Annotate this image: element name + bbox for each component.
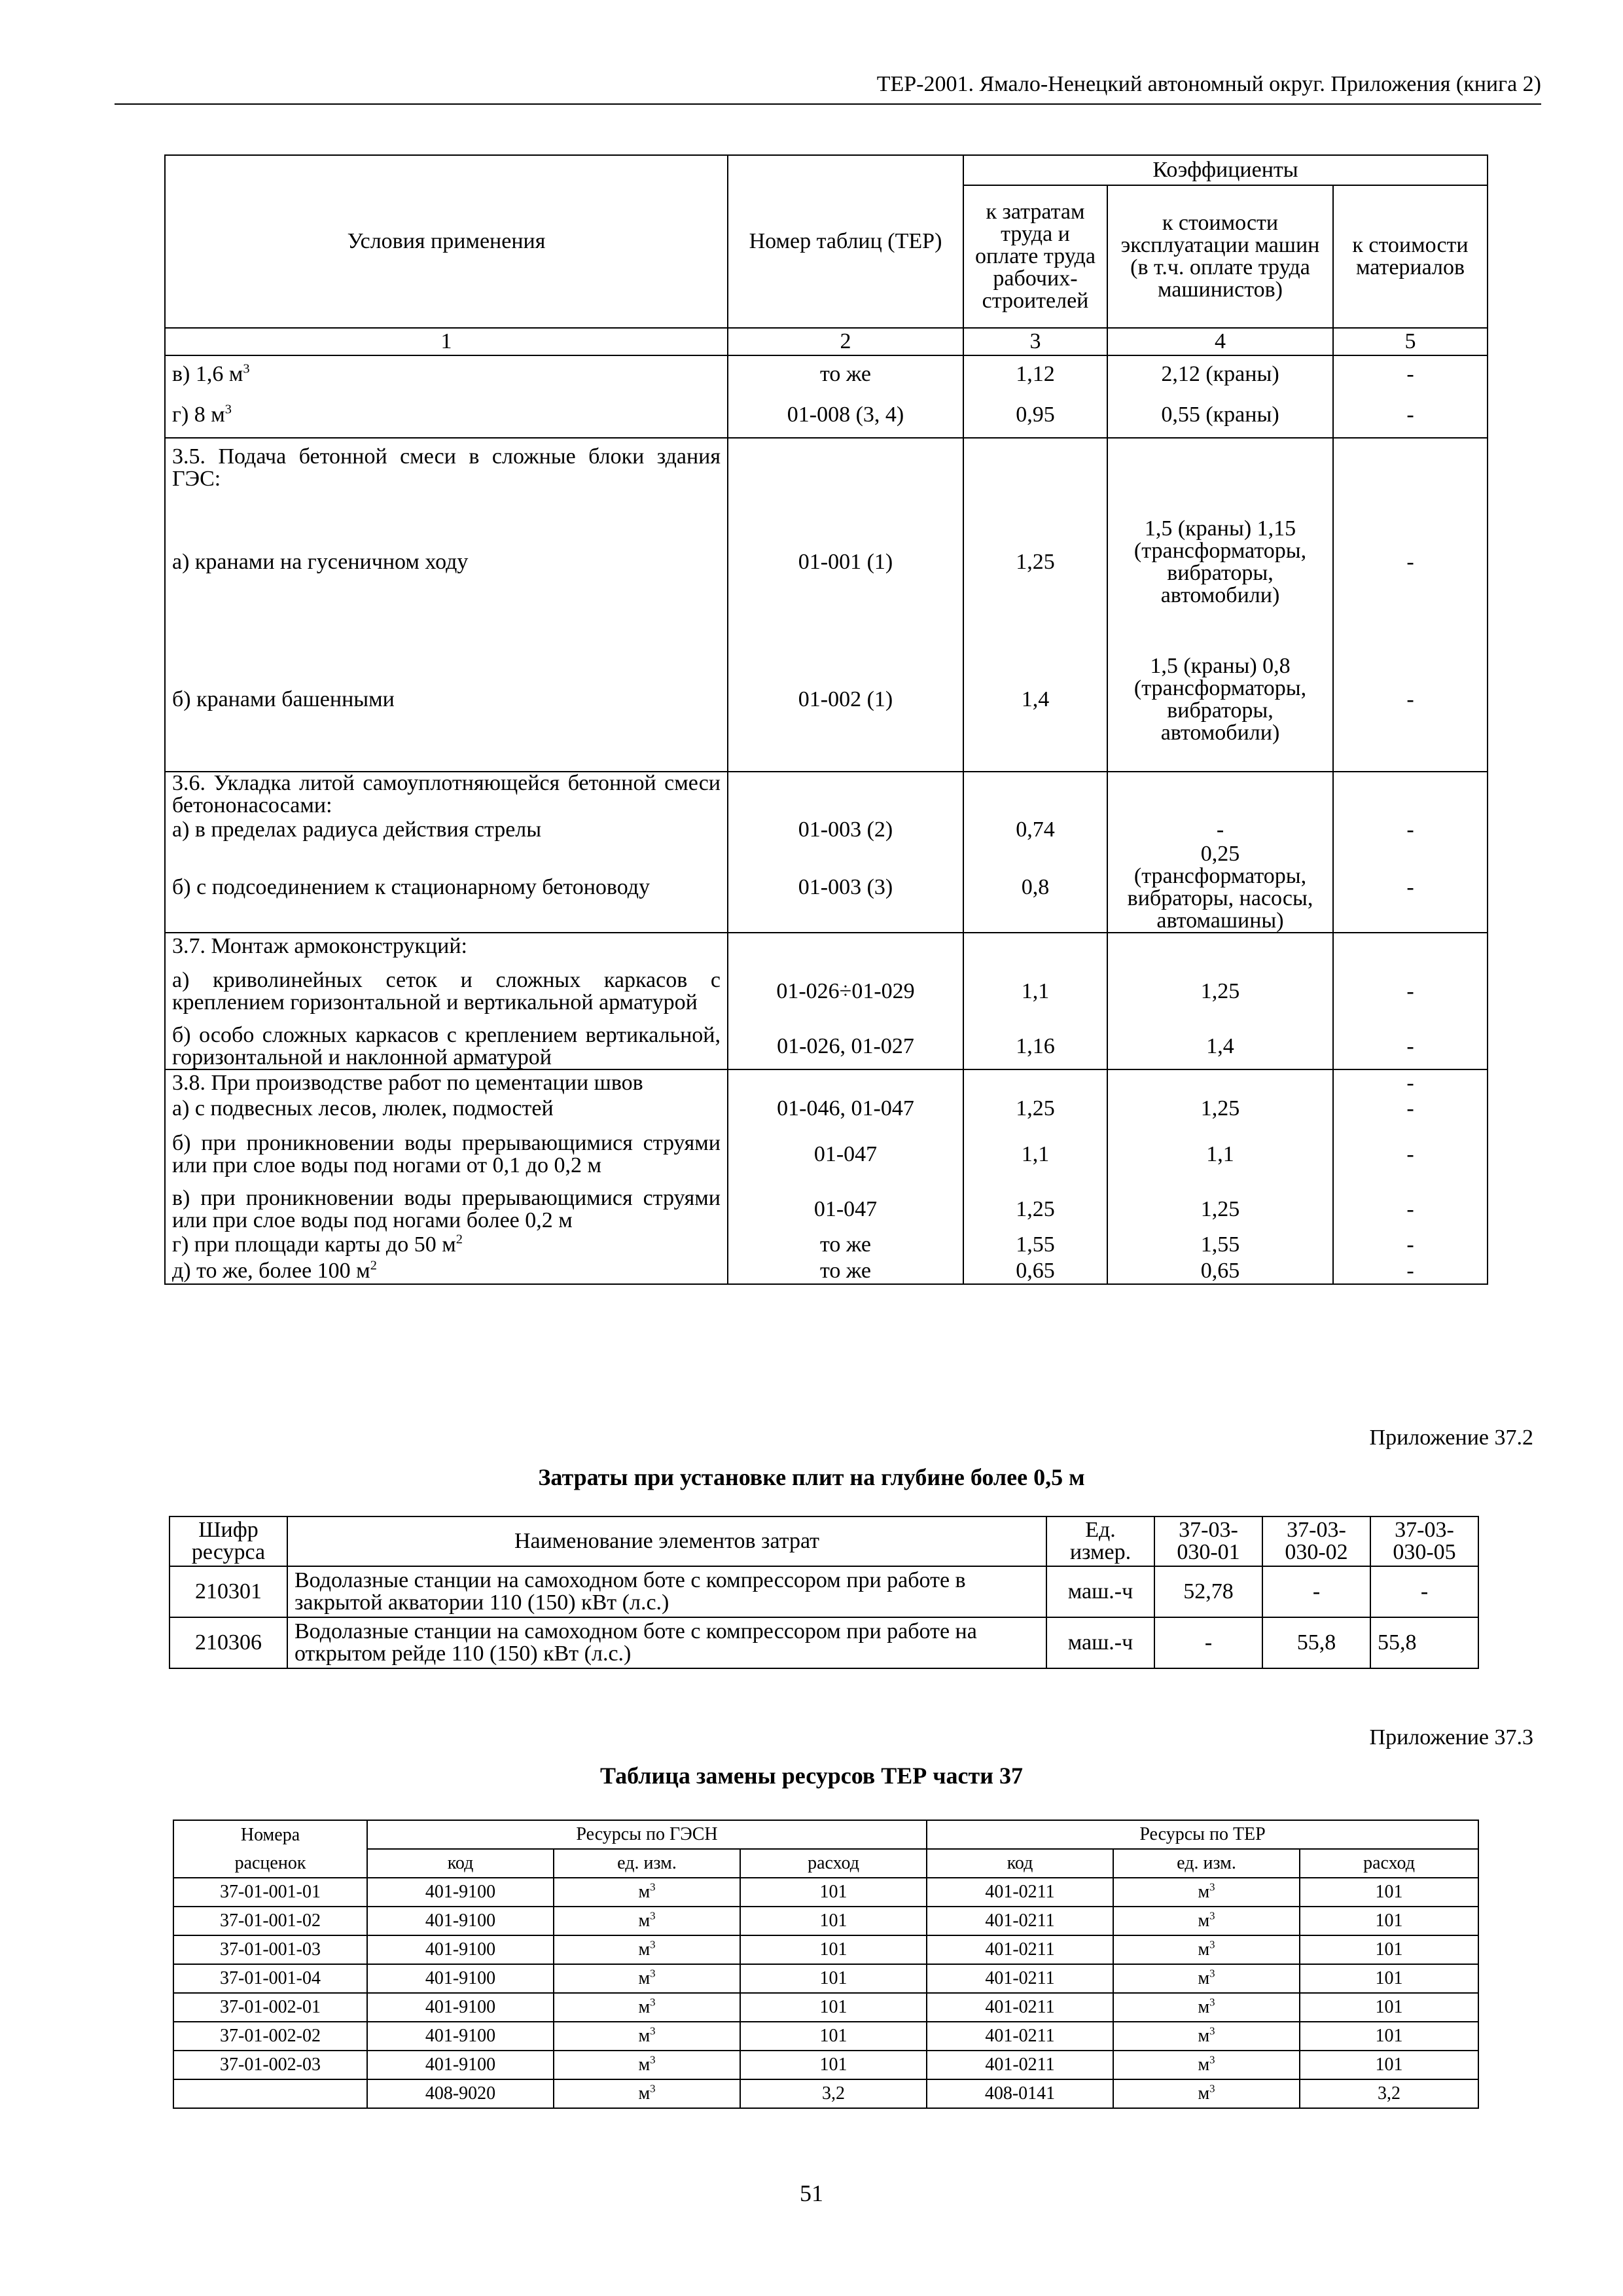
cell-materials bbox=[1333, 772, 1488, 817]
th-rate-1: 37-03-030-01 bbox=[1154, 1516, 1262, 1566]
cell-t-code: 408-0141 bbox=[927, 2079, 1113, 2108]
cell-labor: 1,25 bbox=[963, 1096, 1107, 1122]
cell-rate: 37-01-002-03 bbox=[173, 2051, 367, 2079]
cell-conditions bbox=[165, 1232, 728, 1258]
cell-name: Водолазные станции на самоходном боте с компрессором при работе на открытом рейде 110 (150) кВт (л.с.) bbox=[287, 1617, 1046, 1668]
condition-text: б) особо сложных каркасов с креплением вертикальной, горизонтальной и наклонной арматурой bbox=[172, 1023, 721, 1069]
th-ter: Ресурсы по ТЕР bbox=[927, 1820, 1478, 1849]
condition-text: г) 8 м bbox=[172, 402, 225, 427]
th-machines: к стоимости эксплуатации машин (в т.ч. оплате труда машинистов) bbox=[1107, 185, 1333, 328]
cell-t-unit bbox=[1113, 1935, 1300, 1964]
cell-table-no: 01-046, 01-047 bbox=[728, 1096, 963, 1122]
th-t-unit: ед. изм. bbox=[1113, 1849, 1300, 1878]
unit-text: м bbox=[1198, 2054, 1210, 2075]
th-rates-2: расценок bbox=[173, 1849, 367, 1878]
cell-materials: - bbox=[1333, 1024, 1488, 1069]
table-row bbox=[165, 843, 1488, 933]
cell-t-unit bbox=[1113, 2051, 1300, 2079]
cell-machines: 0,65 bbox=[1107, 1258, 1333, 1284]
costs-table bbox=[169, 1516, 1479, 1669]
table-row bbox=[173, 1993, 1478, 2022]
superscript: 3 bbox=[650, 2024, 656, 2037]
cell-g-unit bbox=[554, 1878, 740, 1907]
cell-conditions bbox=[165, 843, 728, 933]
cell-labor: 1,12 bbox=[963, 355, 1107, 392]
cell-g-code: 401-9100 bbox=[367, 1935, 554, 1964]
condition-text: 3.6. Укладка литой самоуплотняющейся бетонной смеси бетононасосами: bbox=[172, 771, 721, 817]
colnum-2: 2 bbox=[728, 328, 963, 355]
superscript: 3 bbox=[243, 361, 250, 376]
table-row bbox=[165, 628, 1488, 772]
cell-t-unit bbox=[1113, 1878, 1300, 1907]
cell-g-code: 401-9100 bbox=[367, 1993, 554, 2022]
th-g-code: код bbox=[367, 1849, 554, 1878]
appendix-37-3-label: Приложение 37.3 bbox=[1369, 1725, 1533, 1749]
cell-v3: 55,8 bbox=[1370, 1617, 1478, 1668]
table-row bbox=[165, 1096, 1488, 1122]
table-row bbox=[173, 2051, 1478, 2079]
table-row bbox=[165, 959, 1488, 1024]
cell-g-code: 408-9020 bbox=[367, 2079, 554, 2108]
cell-g-unit bbox=[554, 2022, 740, 2051]
th-resource-code: Шифр ресурса bbox=[169, 1516, 287, 1566]
cell-t-code: 401-0211 bbox=[927, 2051, 1113, 2079]
cell-conditions bbox=[165, 355, 728, 392]
cell-labor: 1,1 bbox=[963, 959, 1107, 1024]
table-row bbox=[173, 1878, 1478, 1907]
cell-materials: - bbox=[1333, 817, 1488, 843]
appendix-37-2-title: Затраты при установке плит на глубине более 0,5 м bbox=[538, 1464, 1085, 1490]
th-g-usage: расход bbox=[740, 1849, 927, 1878]
th-rates-1: Номера bbox=[173, 1820, 367, 1849]
cell-materials: - bbox=[1333, 959, 1488, 1024]
cell-rate bbox=[173, 2079, 367, 2108]
cell-machines: 1,5 (краны) 1,15 (трансформаторы, вибраторы, автомобили) bbox=[1107, 497, 1333, 628]
cell-machines: 1,4 bbox=[1107, 1024, 1333, 1069]
table-row bbox=[165, 1187, 1488, 1232]
cell-machines: - bbox=[1107, 817, 1333, 843]
unit-text: м bbox=[638, 1910, 651, 1931]
cell-conditions bbox=[165, 497, 728, 628]
cell-t-usage: 3,2 bbox=[1300, 2079, 1478, 2108]
cell-labor bbox=[963, 933, 1107, 959]
cell-t-code: 401-0211 bbox=[927, 1878, 1113, 1907]
cell-materials: - bbox=[1333, 1232, 1488, 1258]
th-table-no: Номер таблиц (ТЕР) bbox=[728, 155, 963, 328]
cell-table-no: то же bbox=[728, 1258, 963, 1284]
cell-conditions bbox=[165, 1258, 728, 1284]
th-cost-name: Наименование элементов затрат bbox=[287, 1516, 1046, 1566]
cell-v2: - bbox=[1262, 1566, 1370, 1617]
cell-labor: 1,25 bbox=[963, 1187, 1107, 1232]
condition-text: а) с подвесных лесов, люлек, подмостей bbox=[172, 1096, 554, 1121]
cell-machines: 0,25 (трансформаторы, вибраторы, насосы, автомашины) bbox=[1107, 843, 1333, 933]
colnum-4: 4 bbox=[1107, 328, 1333, 355]
cell-table-no: 01-002 (1) bbox=[728, 628, 963, 772]
table-row bbox=[165, 817, 1488, 843]
superscript: 3 bbox=[1209, 1967, 1215, 1980]
cell-materials: - bbox=[1333, 497, 1488, 628]
cell-machines: 1,55 bbox=[1107, 1232, 1333, 1258]
superscript: 2 bbox=[370, 1258, 377, 1273]
cell-t-usage: 101 bbox=[1300, 1964, 1478, 1993]
cell-materials bbox=[1333, 933, 1488, 959]
table-row bbox=[165, 933, 1488, 959]
cell-g-unit bbox=[554, 1993, 740, 2022]
cell-machines bbox=[1107, 1069, 1333, 1096]
table-row bbox=[165, 1258, 1488, 1284]
superscript: 3 bbox=[650, 1938, 656, 1951]
cell-g-usage: 101 bbox=[740, 2051, 927, 2079]
cell-g-unit bbox=[554, 1964, 740, 1993]
superscript: 3 bbox=[1209, 1909, 1215, 1922]
cell-g-code: 401-9100 bbox=[367, 1907, 554, 1935]
cell-table-no: 01-003 (3) bbox=[728, 843, 963, 933]
cell-table-no: 01-001 (1) bbox=[728, 497, 963, 628]
cell-materials: - bbox=[1333, 392, 1488, 438]
table-row bbox=[165, 772, 1488, 817]
table-row bbox=[173, 2022, 1478, 2051]
cell-labor: 0,74 bbox=[963, 817, 1107, 843]
superscript: 3 bbox=[1209, 1996, 1215, 2009]
cell-t-code: 401-0211 bbox=[927, 1907, 1113, 1935]
condition-text: 3.7. Монтаж армоконструкций: bbox=[172, 933, 467, 958]
superscript: 3 bbox=[224, 402, 232, 417]
unit-text: м bbox=[1198, 1939, 1210, 1960]
condition-text: 3.8. При производстве работ по цементации швов bbox=[172, 1070, 643, 1095]
cell-v1: - bbox=[1154, 1617, 1262, 1668]
unit-text: м bbox=[1198, 1997, 1210, 2017]
unit-text: м bbox=[638, 1939, 651, 1960]
cell-machines: 2,12 (краны) bbox=[1107, 355, 1333, 392]
resource-replacement-table bbox=[173, 1820, 1479, 2109]
cell-t-usage: 101 bbox=[1300, 1878, 1478, 1907]
unit-text: м bbox=[638, 2083, 651, 2104]
cell-table-no bbox=[728, 772, 963, 817]
cell-machines bbox=[1107, 772, 1333, 817]
th-rate-2: 37-03-030-02 bbox=[1262, 1516, 1370, 1566]
cell-table-no bbox=[728, 438, 963, 497]
cell-materials: - bbox=[1333, 1122, 1488, 1187]
cell-rate: 37-01-001-04 bbox=[173, 1964, 367, 1993]
table-row bbox=[165, 1232, 1488, 1258]
table-row bbox=[165, 497, 1488, 628]
cell-conditions bbox=[165, 628, 728, 772]
table-row bbox=[165, 392, 1488, 438]
table-row bbox=[165, 1069, 1488, 1096]
cell-conditions bbox=[165, 392, 728, 438]
cell-machines bbox=[1107, 933, 1333, 959]
cell-rate: 37-01-002-02 bbox=[173, 2022, 367, 2051]
cell-table-no: то же bbox=[728, 1232, 963, 1258]
cell-machines: 1,25 bbox=[1107, 959, 1333, 1024]
cell-g-usage: 3,2 bbox=[740, 2079, 927, 2108]
cell-rate: 37-01-001-01 bbox=[173, 1878, 367, 1907]
appendix-37-3-title: Таблица замены ресурсов ТЕР части 37 bbox=[600, 1763, 1023, 1789]
cell-table-no: 01-008 (3, 4) bbox=[728, 392, 963, 438]
unit-text: м bbox=[1198, 2026, 1210, 2046]
cell-t-code: 401-0211 bbox=[927, 1964, 1113, 1993]
superscript: 3 bbox=[1209, 1880, 1215, 1893]
th-t-usage: расход bbox=[1300, 1849, 1478, 1878]
th-labor: к затратам труда и оплате труда рабочих-строителей bbox=[963, 185, 1107, 328]
cell-t-usage: 101 bbox=[1300, 1907, 1478, 1935]
cell-rate: 37-01-001-03 bbox=[173, 1935, 367, 1964]
cell-unit: маш.-ч bbox=[1046, 1566, 1154, 1617]
superscript: 3 bbox=[1209, 1938, 1215, 1951]
unit-text: м bbox=[1198, 1882, 1210, 1902]
cell-g-usage: 101 bbox=[740, 1907, 927, 1935]
cell-table-no: 01-047 bbox=[728, 1122, 963, 1187]
unit-text: м bbox=[638, 1882, 651, 1902]
unit-text: м bbox=[1198, 2083, 1210, 2104]
superscript: 3 bbox=[650, 1909, 656, 1922]
cell-machines: 1,1 bbox=[1107, 1122, 1333, 1187]
condition-text: б) с подсоединением к стационарному бетоноводу bbox=[172, 875, 651, 899]
coefficients-table bbox=[164, 154, 1488, 1285]
th-conditions: Условия применения bbox=[165, 155, 728, 328]
cell-machines: 0,55 (краны) bbox=[1107, 392, 1333, 438]
cell-materials: - bbox=[1333, 843, 1488, 933]
cell-labor: 0,95 bbox=[963, 392, 1107, 438]
unit-text: м bbox=[1198, 1968, 1210, 1988]
table-row bbox=[165, 355, 1488, 392]
table-row bbox=[173, 1935, 1478, 1964]
cell-labor: 0,8 bbox=[963, 843, 1107, 933]
cell-conditions bbox=[165, 959, 728, 1024]
superscript: 3 bbox=[1209, 2053, 1215, 2066]
cell-g-code: 401-9100 bbox=[367, 2022, 554, 2051]
condition-text: 3.5. Подача бетонной смеси в сложные блоки здания ГЭС: bbox=[172, 444, 721, 491]
cell-rate: 37-01-001-02 bbox=[173, 1907, 367, 1935]
table-row bbox=[165, 1122, 1488, 1187]
unit-text: м bbox=[638, 1997, 651, 2017]
cell-table-no: 01-026, 01-027 bbox=[728, 1024, 963, 1069]
unit-text: м bbox=[1198, 1910, 1210, 1931]
cell-labor bbox=[963, 438, 1107, 497]
cell-machines: 1,5 (краны) 0,8 (трансформаторы, вибраторы, автомобили) bbox=[1107, 628, 1333, 772]
cell-name: Водолазные станции на самоходном боте с компрессором при работе в закрытой акватории 110 (150) кВт (л.с.) bbox=[287, 1566, 1046, 1617]
colnum-3: 3 bbox=[963, 328, 1107, 355]
appendix-37-2-label: Приложение 37.2 bbox=[1369, 1426, 1533, 1450]
condition-text: б) при проникновении воды прерывающимися струями или при слое воды под ногами от 0,1 до 0,2 м bbox=[172, 1131, 721, 1177]
superscript: 3 bbox=[650, 2053, 656, 2066]
cell-labor: 0,65 bbox=[963, 1258, 1107, 1284]
cell-machines: 1,25 bbox=[1107, 1096, 1333, 1122]
cell-labor bbox=[963, 1069, 1107, 1096]
th-gesn: Ресурсы по ГЭСН bbox=[367, 1820, 927, 1849]
cell-g-unit bbox=[554, 1907, 740, 1935]
unit-text: м bbox=[638, 2054, 651, 2075]
header-text: ТЕР-2001. Ямало-Ненецкий автономный округ. Приложения (книга 2) bbox=[876, 72, 1541, 96]
cell-t-code: 401-0211 bbox=[927, 2022, 1113, 2051]
cell-g-code: 401-9100 bbox=[367, 2051, 554, 2079]
table-row bbox=[173, 2079, 1478, 2108]
cell-materials: - bbox=[1333, 1096, 1488, 1122]
cell-labor: 1,16 bbox=[963, 1024, 1107, 1069]
cell-machines bbox=[1107, 438, 1333, 497]
cell-v3: - bbox=[1370, 1566, 1478, 1617]
cell-materials: - bbox=[1333, 355, 1488, 392]
cell-unit: маш.-ч bbox=[1046, 1617, 1154, 1668]
condition-text: в) 1,6 м bbox=[172, 361, 243, 386]
cell-g-usage: 101 bbox=[740, 1878, 927, 1907]
table-row bbox=[173, 1964, 1478, 1993]
cell-t-unit bbox=[1113, 1907, 1300, 1935]
cell-t-unit bbox=[1113, 2079, 1300, 2108]
condition-text: б) кранами башенными bbox=[172, 687, 395, 711]
cell-t-usage: 101 bbox=[1300, 2051, 1478, 2079]
cell-code: 210306 bbox=[169, 1617, 287, 1668]
cell-conditions bbox=[165, 1187, 728, 1232]
cell-g-code: 401-9100 bbox=[367, 1964, 554, 1993]
running-header bbox=[115, 72, 1541, 105]
cell-labor bbox=[963, 772, 1107, 817]
cell-g-usage: 101 bbox=[740, 1964, 927, 1993]
cell-labor: 1,4 bbox=[963, 628, 1107, 772]
condition-text: а) криволинейных сеток и сложных каркасов с креплением горизонтальной и вертикальной арматурой bbox=[172, 968, 721, 1014]
cell-table-no: то же bbox=[728, 355, 963, 392]
colnum-5: 5 bbox=[1333, 328, 1488, 355]
th-g-unit: ед. изм. bbox=[554, 1849, 740, 1878]
cell-conditions bbox=[165, 1069, 728, 1096]
cell-labor: 1,55 bbox=[963, 1232, 1107, 1258]
cell-t-usage: 101 bbox=[1300, 1935, 1478, 1964]
colnum-1: 1 bbox=[165, 328, 728, 355]
cell-materials: - bbox=[1333, 628, 1488, 772]
cell-table-no: 01-003 (2) bbox=[728, 817, 963, 843]
condition-text: в) при проникновении воды прерывающимися струями или при слое воды под ногами более 0,2 м bbox=[172, 1186, 721, 1232]
cell-t-usage: 101 bbox=[1300, 2022, 1478, 2051]
superscript: 3 bbox=[1209, 2024, 1215, 2037]
cell-labor: 1,1 bbox=[963, 1122, 1107, 1187]
cell-materials bbox=[1333, 438, 1488, 497]
cell-table-no bbox=[728, 1069, 963, 1096]
cell-g-usage: 101 bbox=[740, 2022, 927, 2051]
cell-labor: 1,25 bbox=[963, 497, 1107, 628]
cell-g-usage: 101 bbox=[740, 1935, 927, 1964]
cell-t-code: 401-0211 bbox=[927, 1935, 1113, 1964]
cell-g-code: 401-9100 bbox=[367, 1878, 554, 1907]
cell-g-unit bbox=[554, 1935, 740, 1964]
cell-conditions bbox=[165, 1122, 728, 1187]
superscript: 3 bbox=[650, 2082, 656, 2095]
cell-conditions bbox=[165, 817, 728, 843]
th-materials: к стоимости материалов bbox=[1333, 185, 1488, 328]
table-row bbox=[173, 1907, 1478, 1935]
condition-text: г) при площади карты до 50 м bbox=[172, 1232, 456, 1257]
cell-conditions bbox=[165, 1096, 728, 1122]
th-coefficients: Коэффициенты bbox=[963, 155, 1488, 185]
th-rate-3: 37-03-030-05 bbox=[1370, 1516, 1478, 1566]
cell-v2: 55,8 bbox=[1262, 1617, 1370, 1668]
superscript: 2 bbox=[455, 1232, 463, 1247]
cell-rate: 37-01-002-01 bbox=[173, 1993, 367, 2022]
cell-materials: - bbox=[1333, 1187, 1488, 1232]
cell-t-unit bbox=[1113, 2022, 1300, 2051]
cell-conditions bbox=[165, 933, 728, 959]
cell-v1: 52,78 bbox=[1154, 1566, 1262, 1617]
cell-table-no: 01-026÷01-029 bbox=[728, 959, 963, 1024]
cell-t-unit bbox=[1113, 1993, 1300, 2022]
cell-conditions bbox=[165, 438, 728, 497]
condition-text: а) кранами на гусеничном ходу bbox=[172, 550, 469, 574]
superscript: 3 bbox=[650, 1996, 656, 2009]
cell-g-usage: 101 bbox=[740, 1993, 927, 2022]
page-number: 51 bbox=[800, 2180, 823, 2206]
cell-table-no bbox=[728, 933, 963, 959]
superscript: 3 bbox=[650, 1967, 656, 1980]
superscript: 3 bbox=[1209, 2082, 1215, 2095]
cell-t-code: 401-0211 bbox=[927, 1993, 1113, 2022]
condition-text: д) то же, более 100 м bbox=[172, 1258, 370, 1283]
cell-conditions bbox=[165, 772, 728, 817]
unit-text: м bbox=[638, 2026, 651, 2046]
table-row bbox=[165, 438, 1488, 497]
cell-materials: - bbox=[1333, 1258, 1488, 1284]
table-row bbox=[165, 1024, 1488, 1069]
th-unit: Ед. измер. bbox=[1046, 1516, 1154, 1566]
cell-code: 210301 bbox=[169, 1566, 287, 1617]
cell-materials: - bbox=[1333, 1069, 1488, 1096]
cell-conditions bbox=[165, 1024, 728, 1069]
cell-g-unit bbox=[554, 2051, 740, 2079]
unit-text: м bbox=[638, 1968, 651, 1988]
cell-g-unit bbox=[554, 2079, 740, 2108]
cell-table-no: 01-047 bbox=[728, 1187, 963, 1232]
cell-t-usage: 101 bbox=[1300, 1993, 1478, 2022]
th-t-code: код bbox=[927, 1849, 1113, 1878]
condition-text: а) в пределах радиуса действия стрелы bbox=[172, 817, 542, 842]
superscript: 3 bbox=[650, 1880, 656, 1893]
cell-machines: 1,25 bbox=[1107, 1187, 1333, 1232]
cell-t-unit bbox=[1113, 1964, 1300, 1993]
